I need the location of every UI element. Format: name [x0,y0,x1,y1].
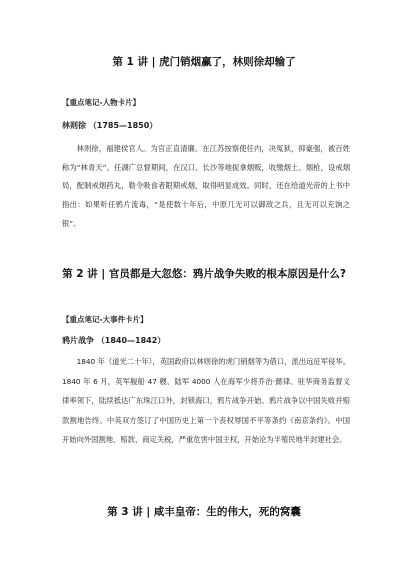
event-card-title: 鸦片战争 （1840—1842） [62,336,166,345]
event-card-tag: 【重点笔记-大事件卡片】 [62,315,148,324]
person-card-text [62,140,350,234]
lecture-1-title: 第 1 讲 | 虎门销烟赢了，林则徐却输了 [112,56,296,68]
person-card-title: 林则徐 （1785—1850） [62,121,158,130]
lecture-3-title: 第 3 讲 | 咸丰皇帝：生的伟大，死的窝囊 [107,506,301,518]
event-card-text [62,352,350,450]
event-card-paragraph: 1840 年（道光二十年），英国政府以林则徐的虎门销烟等为借口，派出远征军侵华。1840 年 6 月，英军舰船 47 艘、陆军 4000 人在海军少将乔治·懿律、驻华商务监督义律率领下，陆续抵达广东珠江口外，封锁海口，鸦片战争开始。鸦片战争以中国失败并赔款割地告终。中英双方签订了中国历史上第一个丧权辱国不平等条约《南京条约》。中国开始向外国割地、赔款、商定关税，严重危害中国主权，开始沦为半殖民地半封建社会。 [62,357,350,444]
person-card-paragraph: 林则徐，福建侯官人。为官正直清廉。在江苏按察使任内，决冤狱，抑豪强，被百姓称为“林青天”。任湖广总督期间，在汉口、长沙等地捉拿烟贩，收缴烟土、烟枪，设戒烟局，配制戒烟药丸，勒令吸食者限期戒烟，取得明显成效。同时，还在给道光帝的上书中指出：如果听任鸦片流毒，“是使数十年后，中原几无可以御敌之兵，且无可以充饷之银”。 [62,144,350,228]
person-card-tag: 【重点笔记-人物卡片】 [62,98,141,107]
lecture-2-title: 第 2 讲 | 官员都是大忽悠：鸦片战争失败的根本原因是什么? [62,268,346,280]
